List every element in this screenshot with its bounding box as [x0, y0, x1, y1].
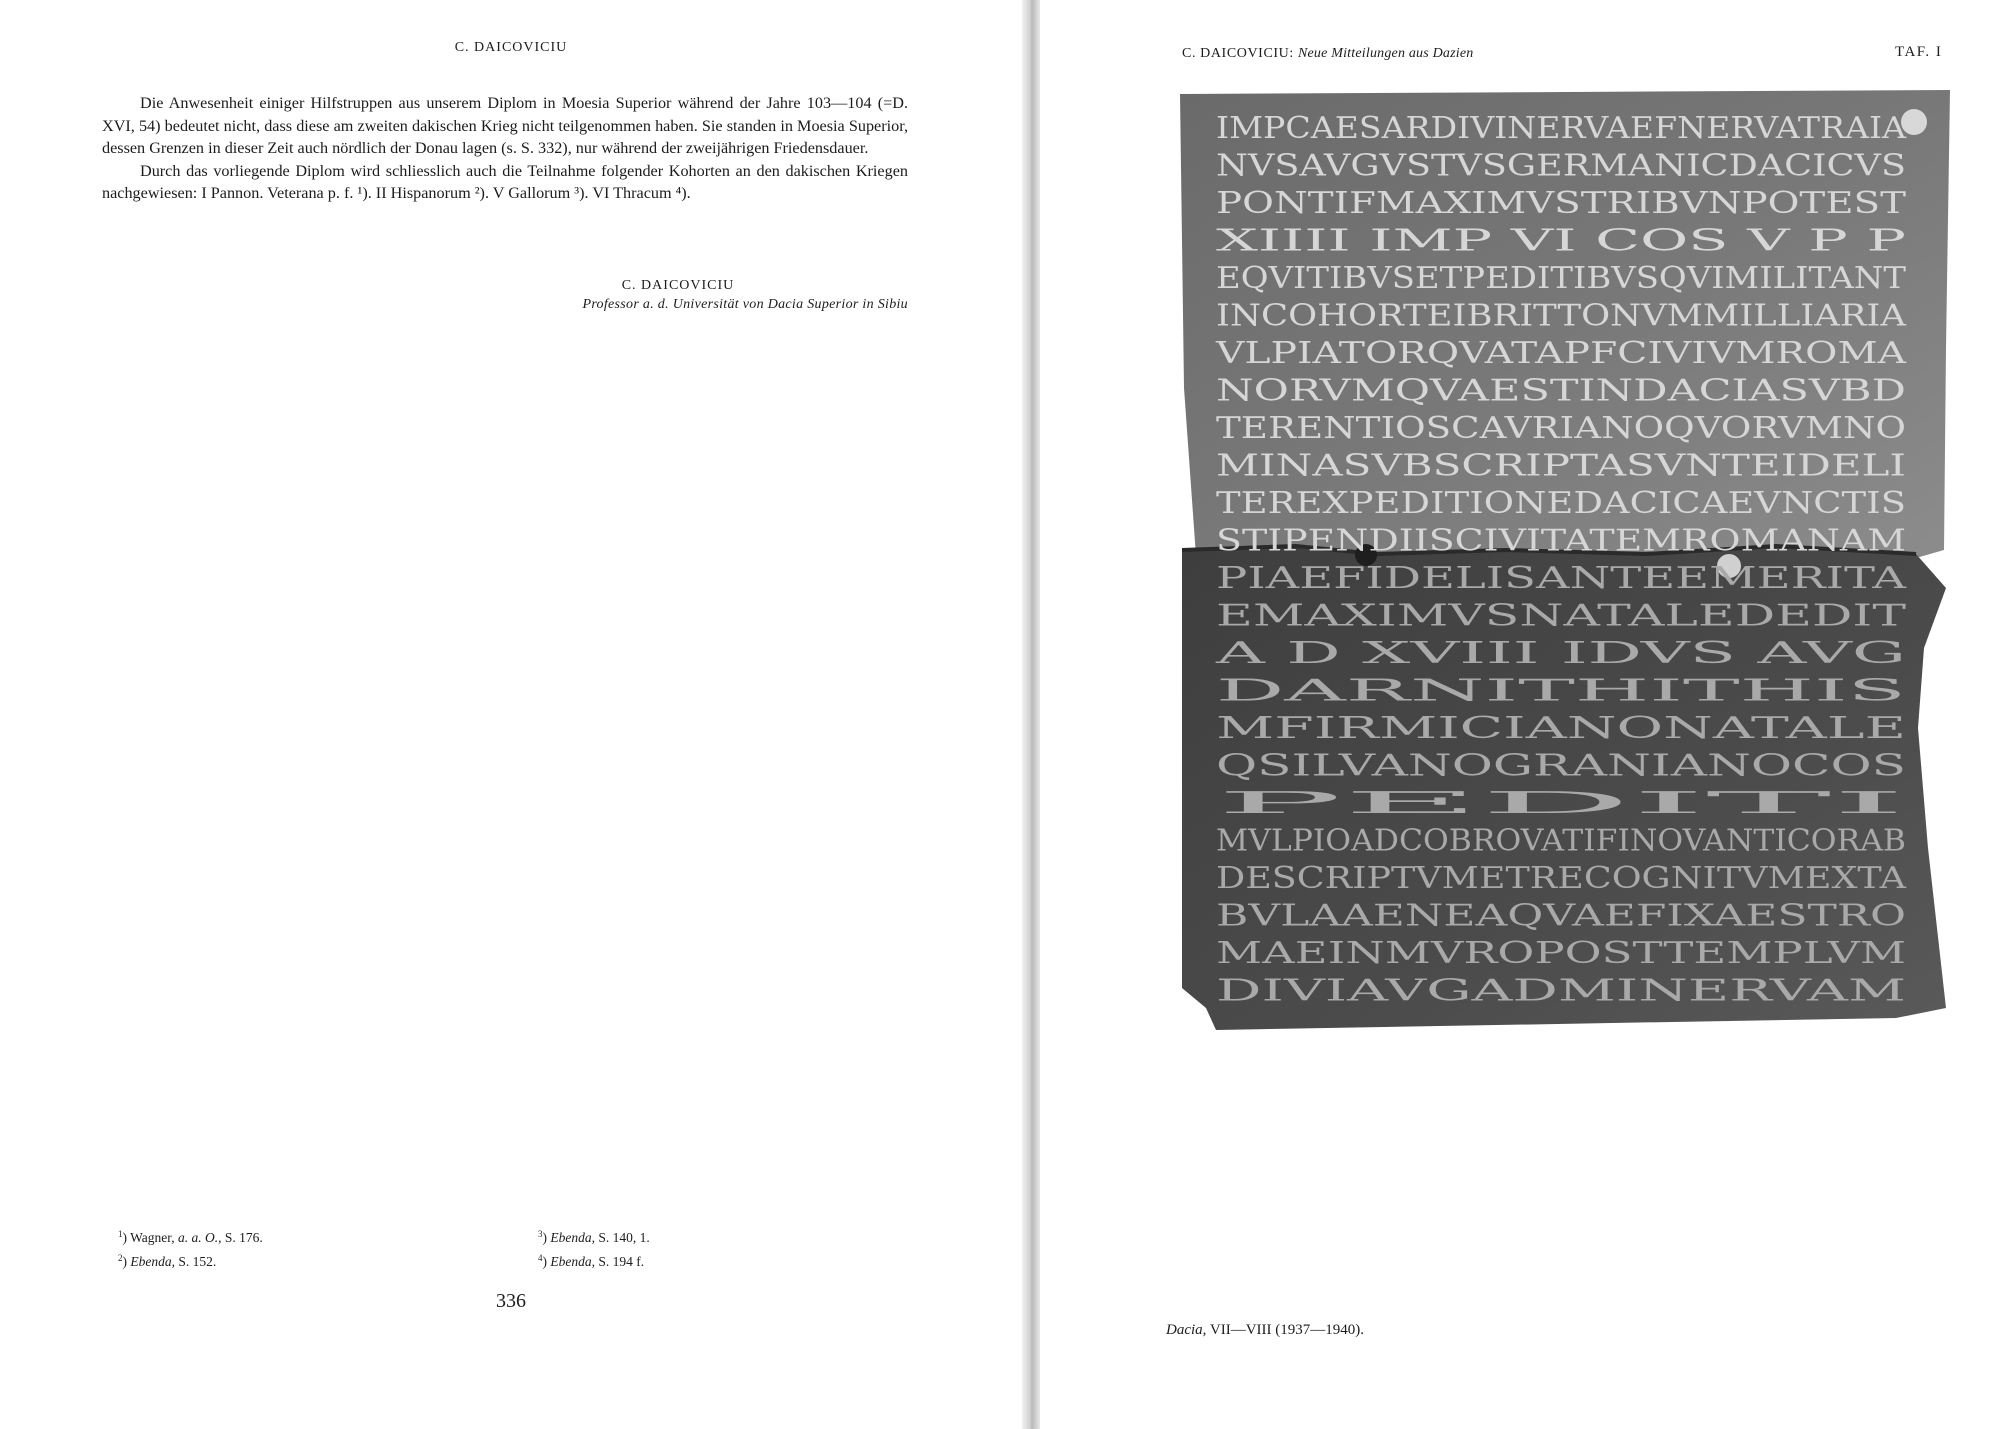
inscription-line: MAEINMVROPOSTTEMPLVM [1216, 936, 1906, 971]
footnote-column [118, 1224, 263, 1272]
caption-journal: Dacia, [1166, 1322, 1207, 1338]
footnote-page: S. 140, 1. [598, 1230, 650, 1245]
inscription-line: NORVMQVAESTINDACIASVBD [1216, 373, 1906, 409]
caption-volume: VII—VIII (1937—1940). [1209, 1322, 1365, 1338]
inscription-line: MFIRMICIANONATALE [1216, 711, 1906, 746]
running-head [1182, 46, 1473, 62]
inscription-line: QSILVANOGRANIANOCOS [1216, 748, 1906, 784]
footnote-page: S. 176. [224, 1230, 263, 1245]
inscription-line: TEREXPEDITIONEDACICAEVNCTIS [1216, 486, 1906, 521]
inscription-line: DESCRIPTVMETRECOGNITVMEXTA [1216, 861, 1907, 896]
article-text [102, 92, 908, 205]
paragraph: Durch das vorliegende Diplom wird schliesslich auch die Teilnahme folgender Kohorten an den dakischen Kriegen nachgewiesen: I Pannon. Veterana p. f. ¹). II Hispanorum ²). V Gallorum ³). VI Thracum ⁴). [102, 161, 908, 202]
author-affiliation: Professor a. d. Universität von Dacia Superior in Sibiu [582, 297, 908, 312]
inscription-line: NVSAVGVSTVSGERMANICDACICVS [1216, 148, 1906, 184]
footnotes [118, 1224, 818, 1269]
footnote: $^3$) Ebenda, S. 140, 1. [538, 1229, 650, 1245]
footnote-author: Wagner, [130, 1230, 175, 1245]
inscription-line: EQVITIBVSETPEDITIBVSQVIMILITANT [1216, 261, 1906, 296]
footnote-ref: Ebenda, [130, 1254, 175, 1269]
footnote-ref: a. a. O., [178, 1230, 222, 1245]
inscription-line: XIIII IMP VI COS V P P [1216, 223, 1906, 259]
inscription-line: STIPENDIISCIVITATEMROMANAM [1216, 523, 1906, 559]
footnote: $^1$) Wagner, a. a. O., S. 176. [118, 1229, 263, 1245]
inscription-line: PIAEFIDELISANTEEMERITA [1216, 561, 1907, 596]
footnote-ref: Ebenda, [550, 1230, 595, 1245]
footnote-number: 3 [538, 1229, 543, 1239]
page-number: 336 [496, 1290, 526, 1312]
running-head: C. DAICOVICIU [454, 40, 568, 55]
plate-label: TAF. I [1895, 44, 1943, 60]
inscription-line: TERENTIOSCAVRIANOQVORVMNO [1216, 411, 1906, 446]
footnote-number: 2 [118, 1253, 123, 1263]
inscription-line: DARNITHITHIS [1216, 673, 1906, 709]
plate-caption [1166, 1322, 1364, 1339]
footnote-page: S. 152. [178, 1254, 217, 1269]
footnote: $^4$) Ebenda, S. 194 f. [538, 1253, 645, 1269]
footnote: $^2$) Ebenda, S. 152. [118, 1253, 217, 1269]
inscription-line: EMAXIMVSNATALEDEDIT [1216, 598, 1906, 634]
inscription-line: DIVIAVGADMINERVAM [1216, 973, 1906, 1009]
inscription-line: INCOHORTEIBRITTONVMMILLIARIA [1216, 298, 1907, 334]
book-gutter [1022, 0, 1040, 1429]
author-name: C. DAICOVICIU [621, 278, 735, 293]
inscription-line: A D XVIII IDVS AVG [1213, 636, 1906, 671]
author-signature [470, 278, 908, 313]
footnote-page: S. 194 f. [598, 1254, 645, 1269]
footnote-ref: Ebenda, [550, 1254, 595, 1269]
inscription-photo [1176, 88, 1956, 1048]
inscription-line: IMPCAESARDIVINERVAEFNERVATRAIA [1216, 111, 1907, 146]
inscription-line: PONTIFMAXIMVSTRIBVNPOTEST [1216, 186, 1906, 221]
footnote-column [538, 1224, 650, 1272]
inscription-line: VLPIATORQVATAPFCIVIVMROMA [1214, 336, 1907, 371]
running-head-author: C. DAICOVICIU: [1182, 46, 1294, 61]
footnote-number: 1 [118, 1229, 123, 1239]
paragraph: Die Anwesenheit einiger Hilfstruppen aus unserem Diplom in Moesia Superior während der Jahre 103—104 (=D. XVI, 54) bedeutet nicht, dass diese am zweiten dakischen Krieg nicht teilgenommen haben. Sie standen in Moesia Superior, dessen Grenzen in dieser Zeit auch nördlich der Donau lagen (s. S. 332), nur während der zweijährigen Friedensdauer. [102, 94, 908, 157]
bronze-diploma-image [1176, 88, 1956, 1048]
inscription-line: MINASVBSCRIPTASVNTEIDELI [1216, 448, 1906, 484]
inscription-line: PEDITI [1216, 786, 1906, 821]
running-head-title: Neue Mitteilungen aus Dazien [1297, 46, 1474, 61]
footnote-number: 4 [538, 1253, 543, 1263]
inscription-line: BVLAAENEAQVAEFIXAESTRO [1216, 898, 1906, 934]
inscription-line: MVLPIOADCOBROVATIFINOVANTICORAB [1216, 823, 1906, 859]
